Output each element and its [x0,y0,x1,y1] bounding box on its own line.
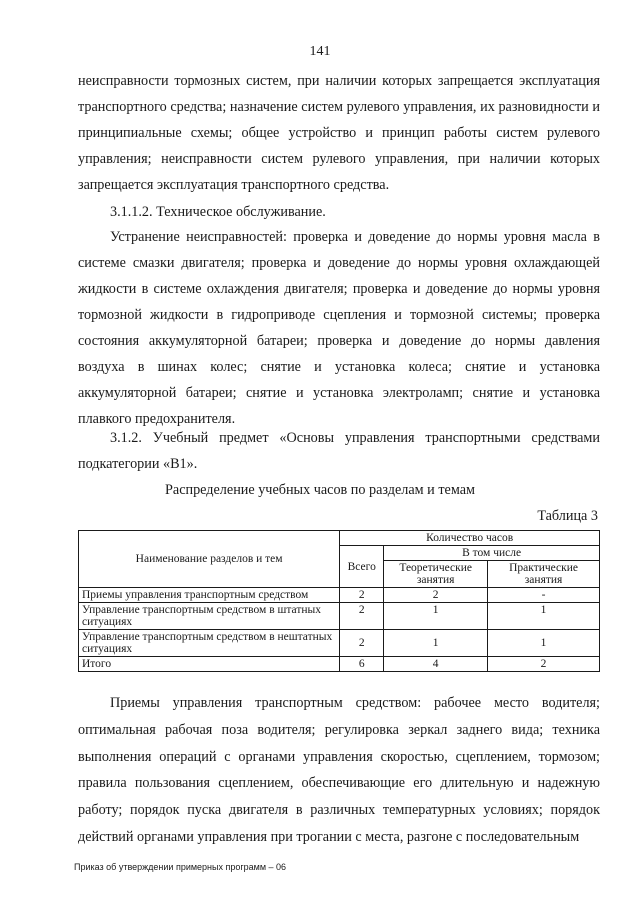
paragraph-brakes-steering: неисправности тормозных систем, при наличии которых запрещается эксплуатация транспортного средства; назначение систем рулевого управления, их разновидности и принципиальные схемы; общее устройство и принцип работы систем рулевого управления; неисправности систем рулевого управления, при наличии которых запрещается эксплуатация транспортного средства. [78,73,600,193]
row-practice: 1 [488,603,600,630]
row-practice: - [488,588,600,603]
header-name: Наименование разделов и тем [79,531,340,588]
table-row [79,588,600,603]
row-practice: 2 [488,657,600,672]
row-name: Управление транспортным средством в штатных ситуациях [79,603,340,630]
hours-table [78,530,600,672]
table-label: Таблица 3 [537,508,598,524]
row-total: 2 [340,603,384,630]
row-total: 6 [340,657,384,672]
row-theory: 2 [384,588,488,603]
table-row [79,603,600,630]
row-total: 2 [340,588,384,603]
header-theory: Теоретические занятия [384,561,488,588]
section-heading-maintenance: 3.1.1.2. Техническое обслуживание. [110,204,326,220]
paragraph-maintenance: Устранение неисправностей: проверка и доведение до нормы уровня масла в системе смазки двигателя; проверка и доведение до нормы уровня охлаждающей жидкости в системе охлаждения двигателя; проверка и доведение до нормы уровня тормозной жидкости в гидроприводе сцепления и тормозной системы; проверка состояния аккумуляторной батареи; проверка и доведение до нормы давления воздуха в шинах колес; снятие и установка колеса; снятие и установка аккумуляторной батареи; снятие и установка электроламп; снятие и установка плавкого предохранителя. [78,229,600,427]
row-theory: 4 [384,657,488,672]
row-theory: 1 [384,603,488,630]
row-total: 2 [340,630,384,657]
row-practice: 1 [488,630,600,657]
table-title: Распределение учебных часов по разделам и темам [165,482,475,498]
footer-note: Приказ об утверждении примерных программ – 06 [74,862,287,872]
table-header-row [79,531,600,546]
header-total: Всего [340,546,384,588]
row-name: Приемы управления транспортным средством [79,588,340,603]
row-name: Итого [79,657,340,672]
header-hours: Количество часов [340,531,600,546]
row-theory: 1 [384,630,488,657]
section-heading-subject: 3.1.2. Учебный предмет «Основы управления транспортными средствами подкатегории «B1». [78,430,600,472]
page-number: 141 [309,44,331,59]
table-row [79,630,600,657]
row-name: Управление транспортным средством в нештатных ситуациях [79,630,340,657]
header-including: В том числе [384,546,600,561]
table-total-row [79,657,600,672]
header-practice: Практические занятия [488,561,600,588]
paragraph-driving-techniques: Приемы управления транспортным средством: рабочее место водителя; оптимальная рабочая поза водителя; регулировка зеркал заднего вида; техника выполнения операций с органами управления скоростью, сцеплением, тормозом; правила пользования сцеплением, обеспечивающие его длительную и надежную работу; порядок пуска двигателя в различных температурных условиях; порядок действий органами управления при трогании с места, разгоне с последовательным [78,695,600,845]
